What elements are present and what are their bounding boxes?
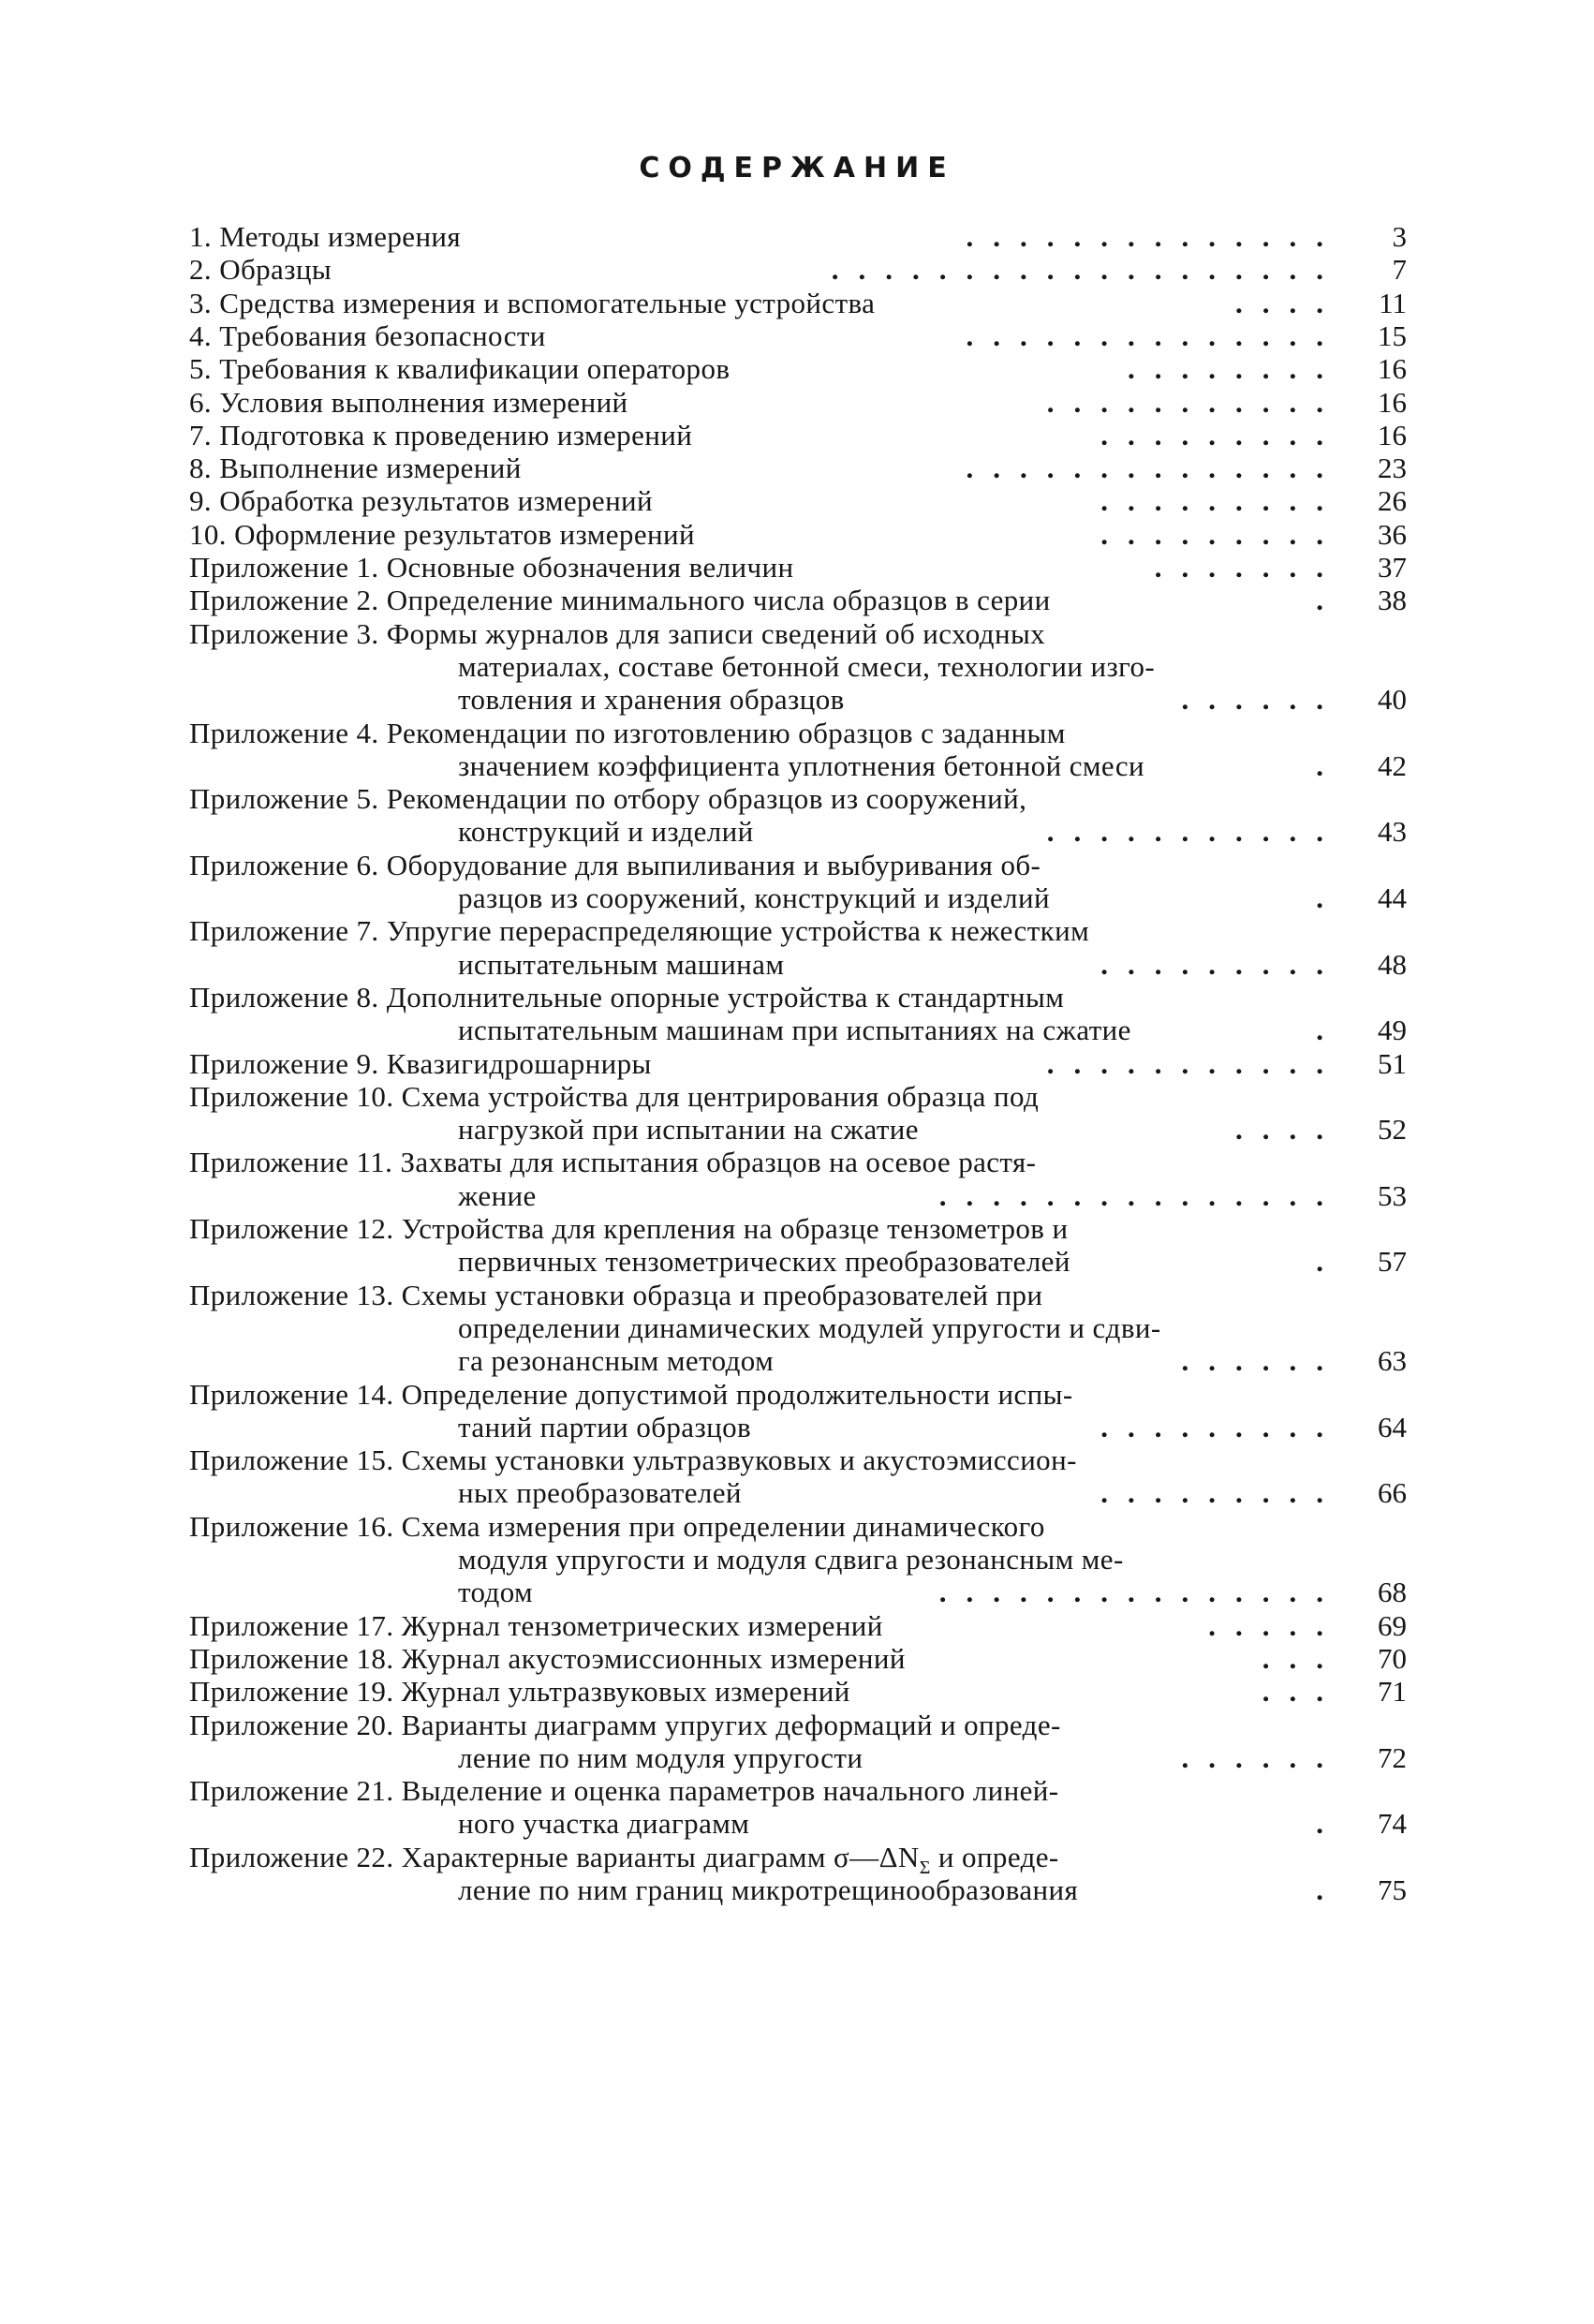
dot-leader: ......... [1100,947,1343,981]
dot-leader: ........... [1046,385,1343,419]
toc-entry-title: 10. Оформление результатов измерений [189,517,695,551]
toc-entry-continuation: га резонансным методом [458,1344,775,1378]
toc-entry-title: Приложение 11. Захваты для испытания образцов на осевое растя- [189,1146,1037,1179]
dot-leader: ... [1262,1675,1343,1709]
dot-leader: ................... [831,253,1343,287]
toc-page-number: 37 [1378,551,1407,584]
toc-page-number: 42 [1378,748,1407,782]
dot-leader: .............. [966,318,1343,352]
dot-leader: . [1316,1245,1343,1279]
toc-entry-title: Приложение 12. Устройства для крепления на образце тензометров и [189,1212,1069,1245]
toc-entry-title: Приложение 15. Схемы установки ультразвуковых и акустоэмиссион- [189,1443,1077,1477]
toc-entry-continuation: материалах, составе бетонной смеси, технологии изго- [458,649,1156,683]
toc-entry-continuation: тодом [458,1576,534,1609]
toc-page-number: 64 [1378,1410,1407,1443]
toc-entry-continuation: товления и хранения образцов [458,683,845,717]
toc-entry-title: Приложение 19. Журнал ультразвуковых измерений [189,1675,850,1709]
toc-page-number: 11 [1379,286,1407,319]
toc-page-number: 52 [1378,1113,1407,1147]
toc-page-number: 70 [1378,1641,1407,1675]
toc-entry-title: 4. Требования безопасности [189,318,546,352]
toc-page-number: 16 [1378,352,1407,386]
toc-page-number: 16 [1378,385,1407,419]
toc-entry-title: 5. Требования к квалификации операторов [189,352,731,386]
toc-entry-continuation: таний партии образцов [458,1410,752,1443]
dot-leader: ..... [1208,1608,1343,1642]
toc-entry-continuation: определении динамических модулей упругости и сдви- [458,1310,1161,1344]
toc-entry-title: Приложение 17. Журнал тензометрических измерений [189,1608,883,1642]
toc-page-number: 69 [1378,1608,1407,1642]
dot-leader: ...... [1181,1740,1343,1774]
toc-page-number: 49 [1378,1014,1407,1047]
toc-entry-continuation: первичных тензометрических преобразователей [458,1245,1070,1279]
toc-page-number: 51 [1378,1046,1407,1080]
toc-entry-title: Приложение 6. Оборудование для выпиливания и выбуривания об- [189,848,1041,881]
dot-leader: .... [1235,286,1343,319]
toc-entry-title: 3. Средства измерения и вспомогательные устройства [189,286,876,319]
toc-page-number: 48 [1378,947,1407,981]
toc-page-number: 66 [1378,1476,1407,1510]
toc-entry-title: 1. Методы измерения [189,220,462,253]
toc-entry-continuation: модуля упругости и модуля сдвига резонансным ме- [458,1542,1124,1576]
toc-entry-title: Приложение 10. Схема устройства для центрирования образца под [189,1079,1040,1113]
toc-entry-title: Приложение 5. Рекомендации по отбору образцов из сооружений, [189,782,1027,816]
dot-leader: ......... [1100,517,1343,551]
toc-page-number: 72 [1378,1740,1407,1774]
dot-leader: ............... [938,1178,1343,1212]
toc-entry-title: Приложение 18. Журнал акустоэмиссионных измерений [189,1641,906,1675]
toc-entry-continuation: ление по ним модуля упругости [458,1740,863,1774]
dot-leader: . [1316,1807,1343,1841]
toc-page-number: 44 [1378,881,1407,914]
dot-leader: . [1316,1014,1343,1047]
dot-leader: . [1316,881,1343,914]
toc-page-number: 23 [1378,451,1407,485]
toc-entry-title: 2. Образцы [189,253,332,287]
toc-entry-title: 8. Выполнение измерений [189,451,522,485]
toc-entry-continuation: испытательным машинам [458,947,785,981]
toc-entry-title: Приложение 16. Схема измерения при определении динамического [189,1509,1045,1543]
toc-page-number: 74 [1378,1807,1407,1841]
toc-entry-title: Приложение 4. Рекомендации по изготовлению образцов с заданным [189,716,1066,749]
toc-entry-title: Приложение 14. Определение допустимой продолжительности испы- [189,1377,1073,1411]
dot-leader: ........... [1046,1046,1343,1080]
dot-leader: ........ [1128,352,1343,386]
dot-leader: ......... [1100,1410,1343,1443]
toc-entry-title: Приложение 20. Варианты диаграмм упругих деформаций и опреде- [189,1708,1061,1741]
toc-page-number: 16 [1378,418,1407,451]
toc-entry-title: 7. Подготовка к проведению измерений [189,418,693,451]
toc-page-number: 75 [1378,1873,1407,1906]
toc-entry-title: Приложение 7. Упругие перераспределяющие устройства к нежестким [189,914,1090,948]
dot-leader: ......... [1100,484,1343,518]
toc-entry-title: 6. Условия выполнения измерений [189,385,628,419]
dot-leader: ............... [938,1576,1343,1609]
toc-entry-continuation: жение [458,1178,537,1212]
table-of-contents [0,221,1594,2095]
toc-page-number: 40 [1378,683,1407,717]
toc-entry-title: Приложение 1. Основные обозначения величин [189,551,794,584]
toc-entry-continuation: значением коэффициента уплотнения бетонной смеси [458,748,1145,782]
dot-leader: .... [1235,1113,1343,1147]
dot-leader: ......... [1100,1476,1343,1510]
dot-leader: .............. [966,451,1343,485]
toc-entry-title: Приложение 22. Характерные варианты диаграмм $\sigma—\Delta N_\Sigma$ и опреде- [189,1840,1059,1878]
toc-page-number: 68 [1378,1576,1407,1609]
toc-entry-continuation: разцов из сооружений, конструкций и изделий [458,881,1050,914]
page-title: СОДЕРЖАНИЕ [639,152,955,185]
dot-leader: ....... [1154,551,1343,584]
toc-entry-title: 9. Обработка результатов измерений [189,484,654,518]
toc-page-number: 3 [1392,220,1407,253]
toc-entry-continuation: испытательным машинам при испытаниях на сжатие [458,1014,1131,1047]
dot-leader: . [1316,1873,1343,1906]
toc-entry-continuation: конструкций и изделий [458,815,754,849]
toc-entry-continuation: ных преобразователей [458,1476,742,1510]
toc-entry-title: Приложение 8. Дополнительные опорные устройства к стандартным [189,980,1065,1014]
toc-entry-continuation: ного участка диаграмм [458,1807,750,1841]
toc-entry-continuation: ление по ним границ микротрещинообразования [458,1873,1079,1906]
dot-leader: ... [1262,1641,1343,1675]
toc-page-number: 38 [1378,584,1407,617]
toc-page-number: 63 [1378,1344,1407,1378]
toc-entry-title: Приложение 2. Определение минимального числа образцов в серии [189,584,1051,617]
toc-page-number: 43 [1378,815,1407,849]
dot-leader: ......... [1100,418,1343,451]
dot-leader: . [1316,584,1343,617]
dot-leader: ...... [1181,1344,1343,1378]
toc-entry-continuation: нагрузкой при испытании на сжатие [458,1113,919,1147]
toc-entry-title: Приложение 21. Выделение и оценка параметров начального линей- [189,1774,1059,1808]
toc-page-number: 7 [1392,253,1407,287]
toc-page-number: 53 [1378,1178,1407,1212]
toc-page-number: 15 [1378,318,1407,352]
toc-entry-title: Приложение 3. Формы журналов для записи сведений об исходных [189,616,1046,650]
toc-entry-title: Приложение 13. Схемы установки образца и преобразователей при [189,1278,1043,1311]
sigma-subscript: Σ [919,1857,931,1878]
formula-tail: и опреде- [930,1840,1059,1873]
toc-page-number: 71 [1378,1675,1407,1709]
toc-page-number: 26 [1378,484,1407,518]
dot-leader: ........... [1046,815,1343,849]
toc-page-number: 36 [1378,517,1407,551]
dot-leader: .............. [966,220,1343,253]
toc-entry-title: Приложение 9. Квазигидрошарниры [189,1046,652,1080]
dot-leader: . [1316,748,1343,782]
toc-page-number: 57 [1378,1245,1407,1279]
dot-leader: ...... [1181,683,1343,717]
